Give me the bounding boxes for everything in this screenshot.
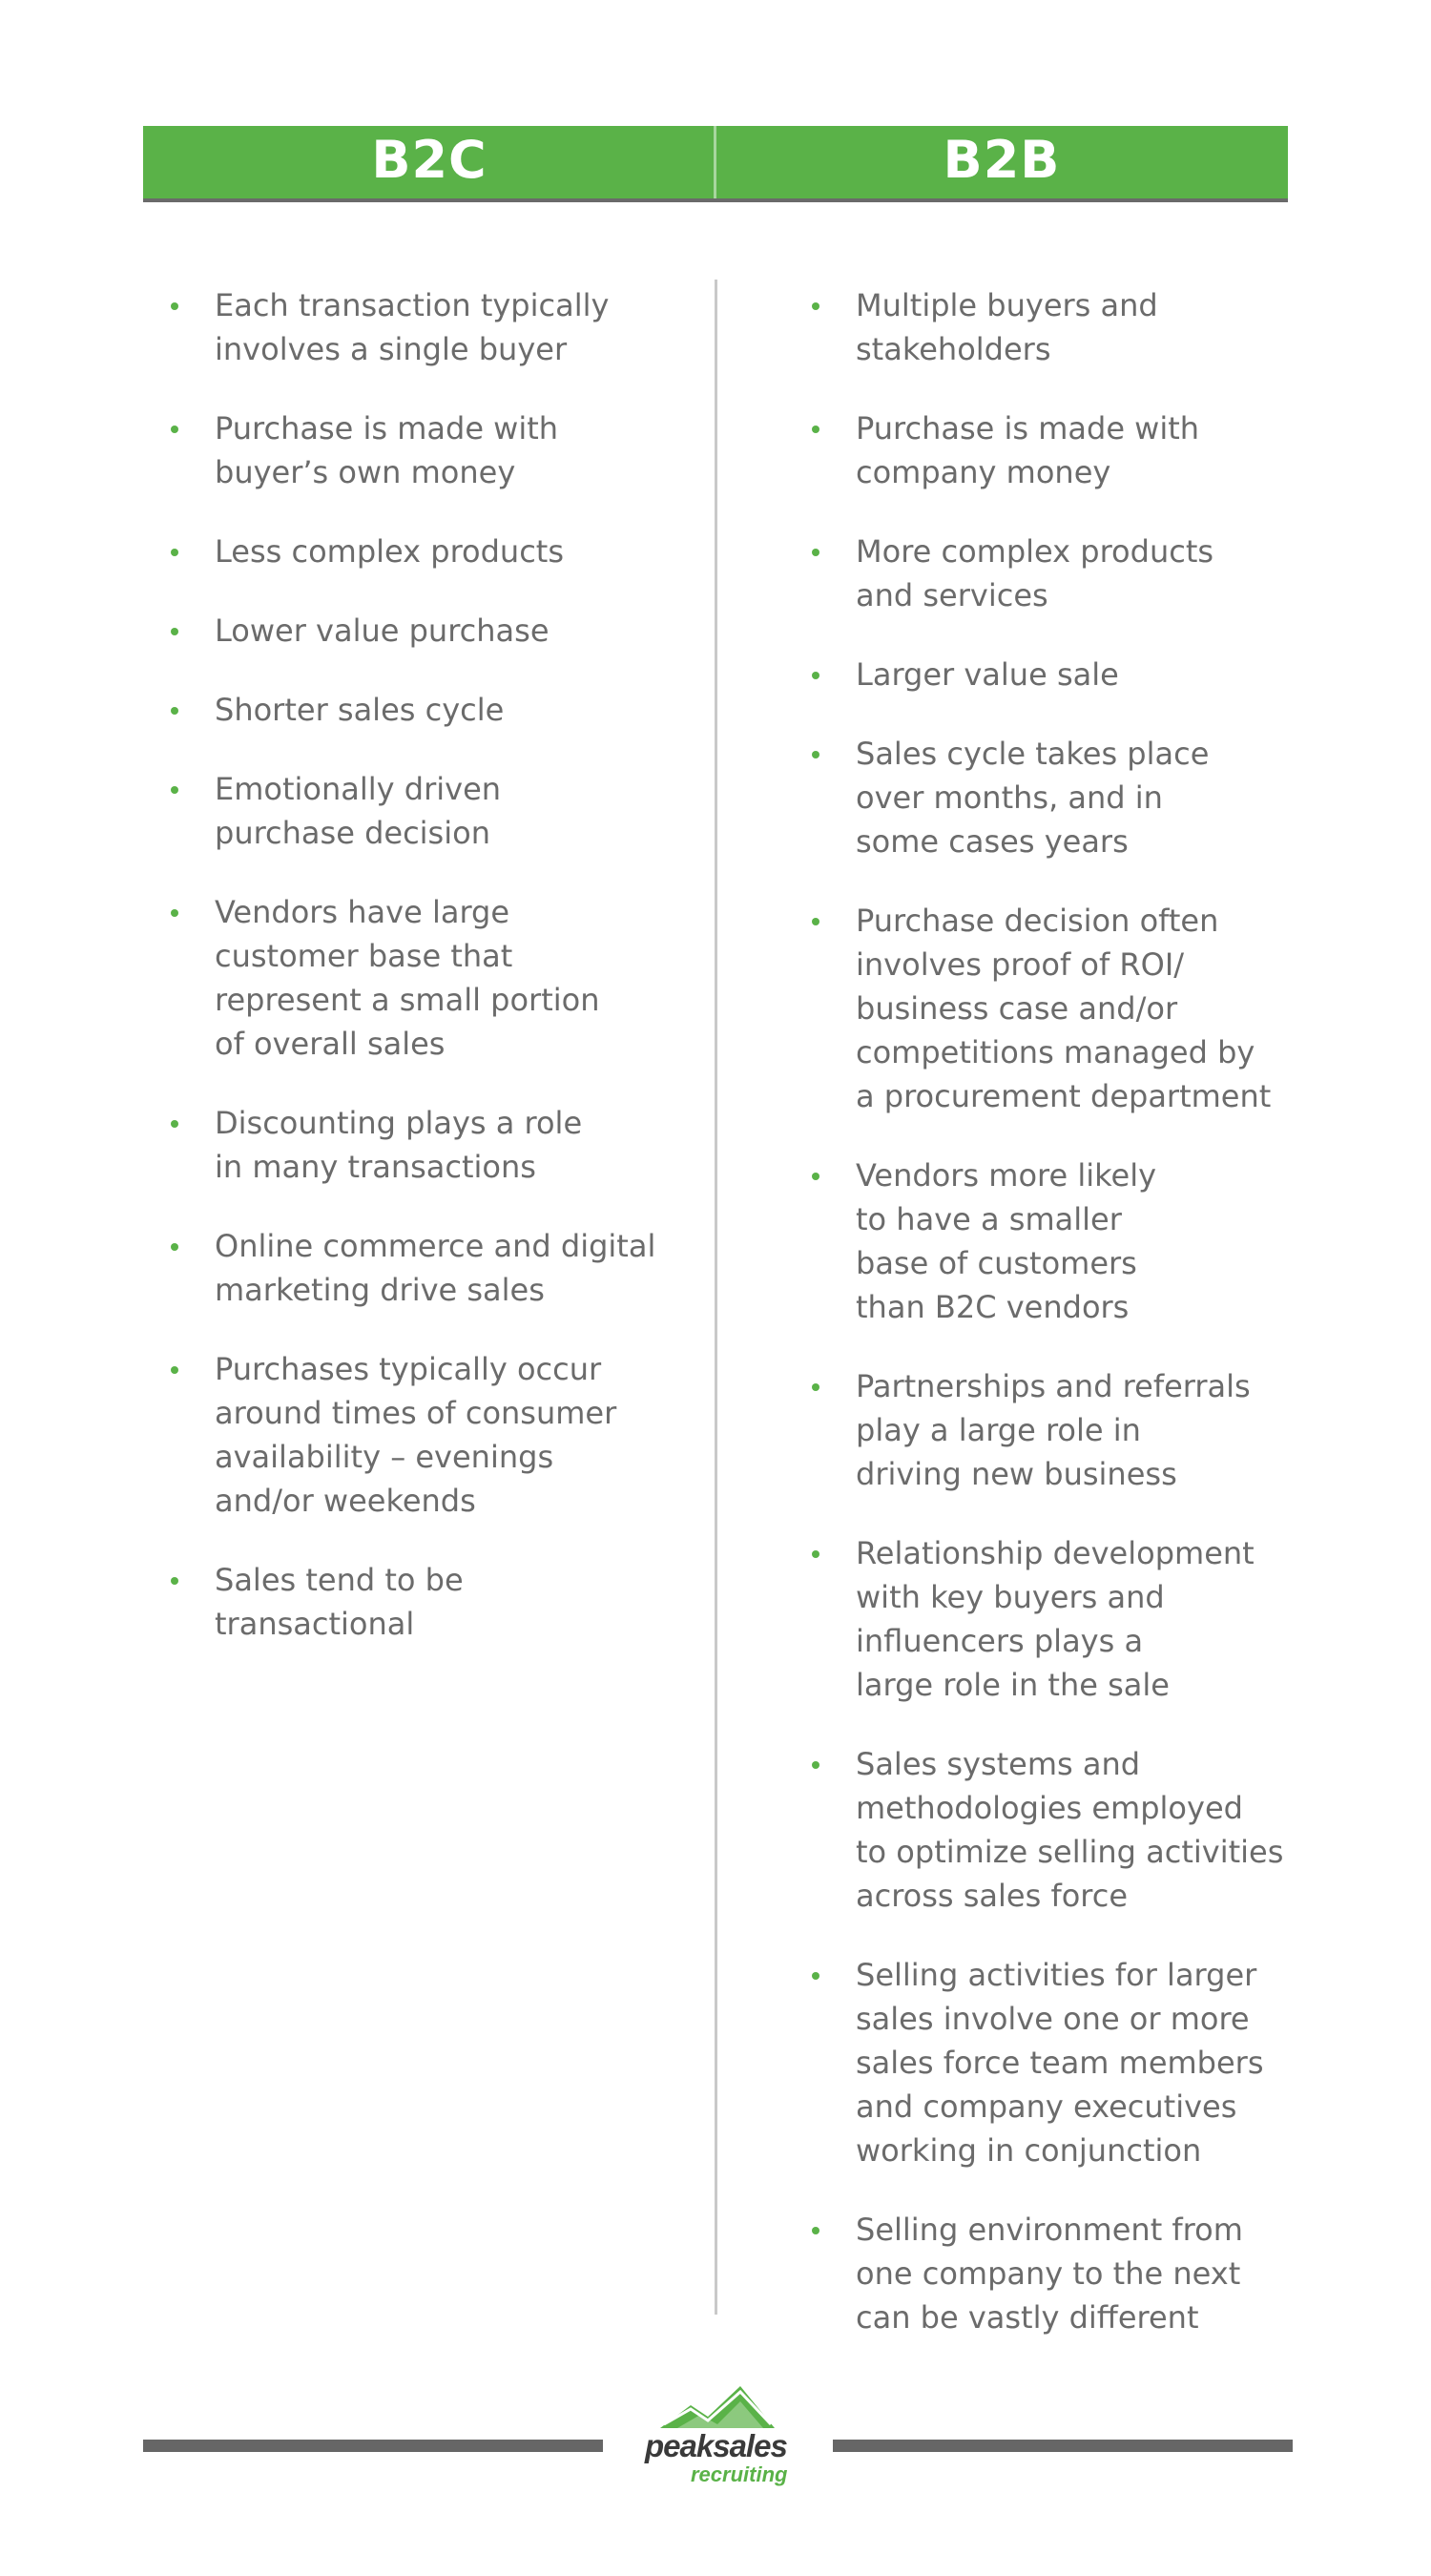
b2b-list-item bbox=[801, 1742, 1297, 1918]
b2c-list-item bbox=[160, 688, 695, 732]
bullet-icon bbox=[171, 1577, 178, 1585]
list-item-text: Larger value sale bbox=[856, 656, 1119, 693]
list-item-text: Selling environment from one company to the next can be vastly different bbox=[856, 2212, 1243, 2336]
list-item-text: Shorter sales cycle bbox=[215, 692, 505, 728]
bullet-icon bbox=[812, 1550, 819, 1558]
bullet-icon bbox=[171, 707, 178, 715]
b2c-column bbox=[160, 283, 695, 1681]
b2b-list-item bbox=[801, 1531, 1297, 1707]
list-item-text: Partnerships and referrals play a large role in driving new business bbox=[856, 1368, 1251, 1492]
b2c-list-item bbox=[160, 609, 695, 653]
bullet-icon bbox=[171, 549, 178, 556]
header-separator bbox=[714, 126, 716, 198]
bullet-icon bbox=[812, 1972, 819, 1980]
bullet-icon bbox=[812, 918, 819, 925]
b2c-list-item bbox=[160, 1558, 695, 1646]
footer-rule-right bbox=[833, 2440, 1293, 2452]
bullet-icon bbox=[171, 628, 178, 635]
b2c-list-item bbox=[160, 1101, 695, 1189]
b2b-list-item bbox=[801, 283, 1297, 371]
list-item-text: Multiple buyers and stakeholders bbox=[856, 287, 1158, 367]
bullet-icon bbox=[812, 751, 819, 758]
bullet-icon bbox=[171, 1243, 178, 1251]
bullet-icon bbox=[171, 302, 178, 310]
b2c-list-item bbox=[160, 890, 695, 1066]
b2c-heading: B2C bbox=[371, 129, 487, 190]
bullet-icon bbox=[171, 426, 178, 433]
list-item-text: Each transaction typically involves a single buyer bbox=[215, 287, 610, 367]
b2c-list-item bbox=[160, 283, 695, 371]
b2b-list-item bbox=[801, 1364, 1297, 1496]
b2b-column bbox=[801, 283, 1297, 2375]
column-divider bbox=[715, 280, 717, 2315]
b2c-list bbox=[160, 283, 695, 1646]
bullet-icon bbox=[812, 426, 819, 433]
b2b-list-item bbox=[801, 899, 1297, 1118]
list-item-text: Sales systems and methodologies employed to optimize selling activities across sales force bbox=[856, 1746, 1284, 1914]
comparison-header bbox=[143, 126, 1288, 202]
mountain-icon bbox=[641, 2380, 794, 2434]
list-item-text: Purchase is made with company money bbox=[856, 410, 1200, 490]
list-item-text: Purchase is made with buyer’s own money bbox=[215, 410, 559, 490]
bullet-icon bbox=[812, 302, 819, 310]
b2b-list-item bbox=[801, 406, 1297, 494]
logo-wordmark bbox=[645, 2428, 787, 2464]
b2c-list-item bbox=[160, 406, 695, 494]
bullet-icon bbox=[812, 1761, 819, 1769]
logo-subtext: recruiting bbox=[691, 2462, 788, 2486]
list-item-text: Lower value purchase bbox=[215, 613, 550, 649]
list-item-text: Online commerce and digital marketing drive sales bbox=[215, 1228, 656, 1308]
b2c-list-item bbox=[160, 1347, 695, 1523]
list-item-text: Less complex products bbox=[215, 533, 564, 570]
bullet-icon bbox=[812, 1173, 819, 1180]
b2b-heading: B2B bbox=[943, 129, 1061, 190]
peaksales-logo bbox=[641, 2380, 794, 2495]
bullet-icon bbox=[171, 1366, 178, 1374]
list-item-text: More complex products and services bbox=[856, 533, 1214, 613]
b2b-list-item bbox=[801, 2208, 1297, 2339]
list-item-text: Discounting plays a role in many transactions bbox=[215, 1105, 583, 1185]
b2b-list-item bbox=[801, 530, 1297, 617]
b2b-list-item bbox=[801, 1953, 1297, 2172]
b2c-list-item bbox=[160, 1224, 695, 1312]
b2c-list-item bbox=[160, 767, 695, 855]
b2c-list-item bbox=[160, 530, 695, 573]
bullet-icon bbox=[812, 549, 819, 556]
list-item-text: Purchases typically occur around times of consumer availability – evenings and/or weekends bbox=[215, 1351, 617, 1519]
list-item-text: Purchase decision often involves proof of ROI/ business case and/or competitions managed by a procurement department bbox=[856, 903, 1272, 1114]
list-item-text: Emotionally driven purchase decision bbox=[215, 771, 502, 851]
b2b-list-item bbox=[801, 732, 1297, 863]
bullet-icon bbox=[171, 909, 178, 917]
list-item-text: Sales tend to be transactional bbox=[215, 1562, 464, 1642]
b2b-list bbox=[801, 283, 1297, 2339]
bullet-icon bbox=[812, 1383, 819, 1391]
list-item-text: Selling activities for larger sales involve one or more sales force team members and company executives working in conjunction bbox=[856, 1957, 1264, 2169]
footer-rule-left bbox=[143, 2440, 603, 2452]
b2b-list-item bbox=[801, 1153, 1297, 1329]
list-item-text: Vendors have large customer base that represent a small portion of overall sales bbox=[215, 894, 600, 1062]
list-item-text: Relationship development with key buyers and influencers plays a large role in the sale bbox=[856, 1535, 1255, 1703]
list-item-text: Sales cycle takes place over months, and in some cases years bbox=[856, 736, 1210, 860]
list-item-text: Vendors more likely to have a smaller base of customers than B2C vendors bbox=[856, 1157, 1157, 1325]
b2b-list-item bbox=[801, 653, 1297, 696]
logo-peak: peak bbox=[645, 2428, 714, 2463]
bullet-icon bbox=[171, 786, 178, 794]
bullet-icon bbox=[812, 2227, 819, 2234]
logo-sales: sales bbox=[713, 2428, 787, 2463]
bullet-icon bbox=[171, 1120, 178, 1128]
bullet-icon bbox=[812, 672, 819, 679]
